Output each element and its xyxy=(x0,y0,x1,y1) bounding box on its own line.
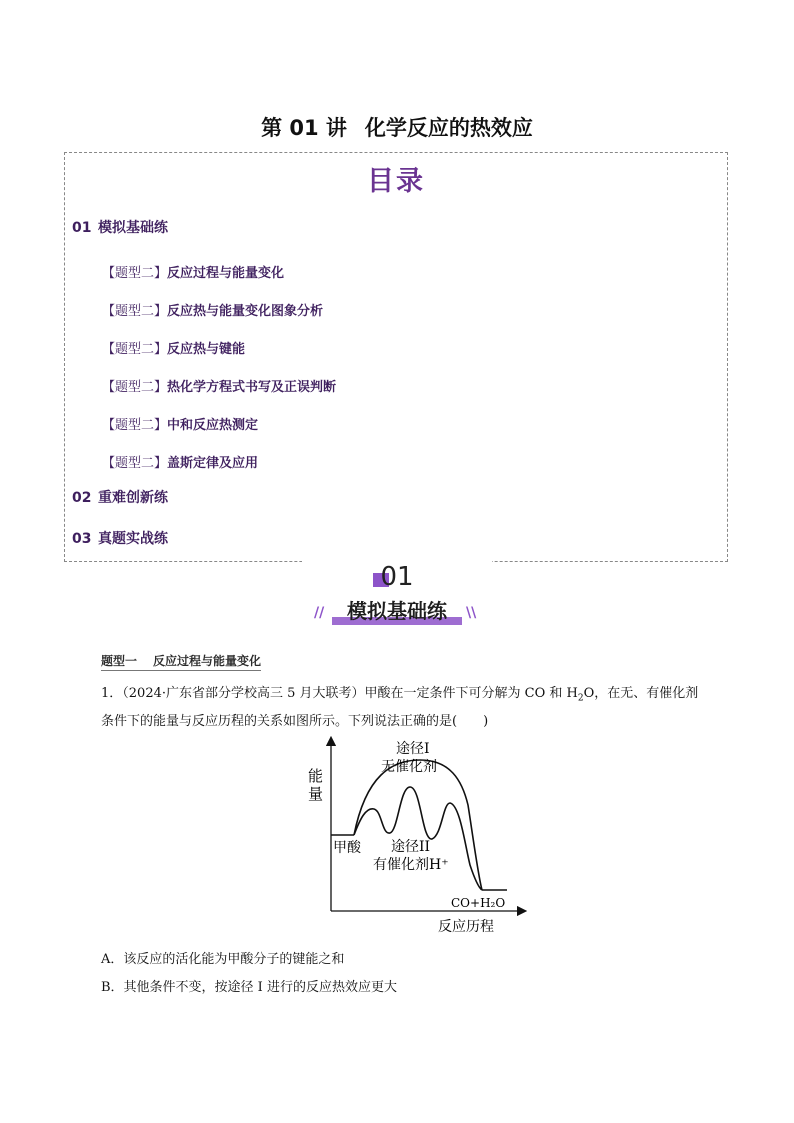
toc-item[interactable] xyxy=(102,414,258,433)
question-type-heading xyxy=(101,652,261,671)
toc-section-label: 重难创新练 xyxy=(98,490,168,506)
toc-item-text: 反应过程与能量变化 xyxy=(167,266,285,281)
toc-section-number: 02 xyxy=(72,490,92,506)
toc-section-01[interactable] xyxy=(72,217,168,237)
toc-item-text: 反应热与键能 xyxy=(167,342,246,357)
path-2-description: 有催化剂H⁺ xyxy=(373,857,449,873)
toc-section-02[interactable] xyxy=(72,487,168,507)
toc-item-tag: 【题型二】 xyxy=(102,380,168,395)
table-of-contents xyxy=(64,152,728,562)
question-stem-line-2: 条件下的能量与反应历程的关系如图所示。下列说法正确的是( ) xyxy=(101,714,489,729)
toc-item-text: 盖斯定律及应用 xyxy=(167,456,259,471)
toc-item-tag: 【题型二】 xyxy=(102,418,168,433)
option-b[interactable]: B．其他条件不变，按途径 I 进行的反应热效应更大 xyxy=(101,980,397,995)
toc-item[interactable] xyxy=(102,262,284,281)
left-slash-decoration: // xyxy=(314,605,325,621)
path-1-description: 无催化剂 xyxy=(381,759,437,775)
toc-item-text: 热化学方程式书写及正误判断 xyxy=(167,380,337,395)
path-1-label: 途径I xyxy=(396,741,430,757)
x-axis-label: 反应历程 xyxy=(438,919,494,935)
toc-section-label: 真题实战练 xyxy=(98,531,168,547)
question-stem-line-1: 1．（2024·广东省部分学校高三 5 月大联考）甲酸在一定条件下可分解为 CO 和 $H_2O$，在无、有催化剂 xyxy=(101,686,699,704)
toc-section-label: 模拟基础练 xyxy=(98,220,168,236)
toc-section-number: 03 xyxy=(72,531,92,547)
path-2-label: 途径II xyxy=(391,839,431,855)
question-type-text: 反应过程与能量变化 xyxy=(153,654,262,668)
toc-item[interactable] xyxy=(102,452,258,471)
product-label: CO+H₂O xyxy=(451,896,506,910)
lecture-topic: 化学反应的热效应 xyxy=(364,116,533,140)
toc-item-tag: 【题型二】 xyxy=(102,456,168,471)
reactant-label: 甲酸 xyxy=(333,840,361,856)
option-a[interactable]: A．该反应的活化能为甲酸分子的键能之和 xyxy=(101,952,345,967)
toc-item[interactable] xyxy=(102,338,245,357)
toc-item-text: 反应热与能量变化图象分析 xyxy=(167,304,324,319)
energy-diagram xyxy=(300,735,530,940)
toc-item[interactable] xyxy=(102,300,323,319)
y-axis-label-char-1: 能 xyxy=(308,767,324,785)
toc-item-text: 中和反应热测定 xyxy=(167,418,259,433)
toc-heading: 目录 xyxy=(367,166,425,197)
y-axis-label-char-2: 量 xyxy=(308,785,324,803)
toc-item-tag: 【题型二】 xyxy=(102,304,168,319)
toc-item-tag: 【题型二】 xyxy=(102,342,168,357)
toc-item-tag: 【题型二】 xyxy=(102,266,168,281)
page-title xyxy=(0,112,794,142)
toc-item[interactable] xyxy=(102,376,336,395)
toc-section-03[interactable] xyxy=(72,528,168,548)
lecture-number: 第 01 讲 xyxy=(261,116,347,140)
question-type-label: 题型一 xyxy=(101,654,138,668)
section-banner xyxy=(302,554,492,634)
toc-section-number: 01 xyxy=(72,220,92,236)
section-number: 01 xyxy=(380,562,414,592)
section-label: 模拟基础练 xyxy=(347,599,447,623)
right-slash-decoration: \\ xyxy=(466,605,477,621)
